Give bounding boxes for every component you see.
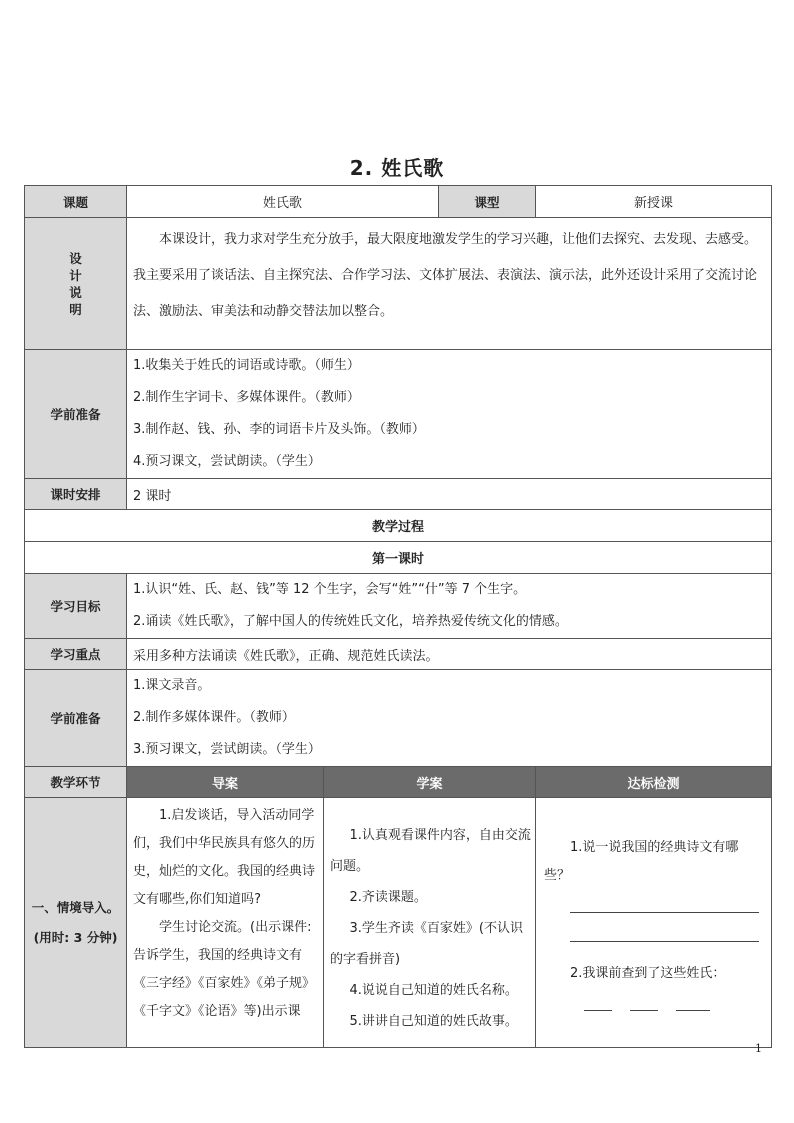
prep2-item: 2.制作多媒体课件。（教师） bbox=[133, 710, 295, 725]
answer-blank-short[interactable] bbox=[630, 1000, 658, 1011]
prep2-item: 1.课文录音。 bbox=[133, 678, 211, 693]
design-label-char: 说 bbox=[69, 284, 82, 300]
study-item: 3.学生齐读《百家姓》(不认识的字看拼音) bbox=[330, 921, 523, 967]
col-study: 学案 bbox=[324, 767, 536, 798]
subject-label: 课题 bbox=[25, 186, 127, 218]
document-title: 2. 姓氏歌 bbox=[349, 156, 445, 180]
design-label-char: 计 bbox=[69, 267, 82, 283]
stage1-name: 一、情境导入。 bbox=[31, 899, 120, 915]
design-row bbox=[25, 218, 772, 350]
stage1-time: (用时: 3 分钟) bbox=[33, 929, 118, 945]
lesson-row bbox=[25, 542, 772, 574]
stage1-row bbox=[25, 798, 772, 1048]
schedule-label: 课时安排 bbox=[25, 479, 127, 510]
process-row bbox=[25, 510, 772, 542]
answer-blank-line[interactable] bbox=[570, 902, 759, 913]
prep2-row bbox=[25, 670, 772, 767]
stage1-study bbox=[324, 798, 535, 1037]
lesson-plan-table bbox=[24, 185, 772, 1048]
type-label: 课型 bbox=[439, 186, 536, 218]
answer-blank-short[interactable] bbox=[584, 1000, 612, 1011]
goals-label: 学习目标 bbox=[25, 574, 127, 639]
design-label-char: 明 bbox=[69, 301, 82, 317]
goal-item: 1.认识“姓、氏、赵、钱”等 12 个生字，会写“姓”“什”等 7 个生字。 bbox=[133, 582, 527, 597]
prep1-item: 3.制作赵、钱、孙、李的词语卡片及头饰。（教师） bbox=[133, 422, 425, 437]
stage1-check bbox=[536, 798, 771, 1008]
guide-paragraph: 学生讨论交流。(出示课件:告诉学生，我国的经典诗文有《三字经》《百家姓》《弟子规》《千字文》《论语》等)出示课 bbox=[133, 920, 316, 1019]
focus-row bbox=[25, 639, 772, 670]
header-row bbox=[25, 186, 772, 218]
prep1-label: 学前准备 bbox=[25, 350, 127, 479]
subject-value: 姓氏歌 bbox=[127, 186, 439, 218]
prep1-row bbox=[25, 350, 772, 479]
surname-blanks bbox=[584, 994, 761, 1008]
check-question-2: 2.我课前查到了这些姓氏： bbox=[570, 966, 726, 981]
goal-item: 2.诵读《姓氏歌》，了解中国人的传统姓氏文化，培养热爱传统文化的情感。 bbox=[133, 614, 568, 629]
focus-label: 学习重点 bbox=[25, 639, 127, 670]
lesson-title: 第一课时 bbox=[25, 542, 772, 574]
guide-paragraph: 1.启发谈话，导入活动同学们，我们中华民族具有悠久的历史，灿烂的文化。我国的经典诗文有哪些,你们知道吗? bbox=[133, 808, 316, 907]
schedule-row bbox=[25, 479, 772, 510]
prep2-item: 3.预习课文，尝试朗读。（学生） bbox=[133, 742, 321, 757]
design-text: 本课设计，我力求对学生充分放手，最大限度地激发学生的学习兴趣，让他们去探究、去发现、去感受。我主要采用了谈话法、自主探究法、合作学习法、文体扩展法、表演法、演示法，此外还设计采用了交流讨论法、激励法、审美法和动静交替法加以整合。 bbox=[133, 232, 758, 319]
check-question-1: 1.说一说我国的经典诗文有哪些？ bbox=[544, 840, 739, 883]
design-label bbox=[25, 218, 127, 350]
prep1-item: 1.收集关于姓氏的词语或诗歌。（师生） bbox=[133, 358, 360, 373]
answer-blank-short[interactable] bbox=[676, 1000, 710, 1011]
prep2-label: 学前准备 bbox=[25, 670, 127, 767]
prep1-item: 4.预习课文，尝试朗读。（学生） bbox=[133, 454, 321, 469]
process-title: 教学过程 bbox=[25, 510, 772, 542]
stage1-label bbox=[25, 798, 127, 1048]
prep1-item: 2.制作生字词卡、多媒体课件。（教师） bbox=[133, 390, 360, 405]
study-item: 4.说说自己知道的姓氏名称。 bbox=[349, 983, 518, 998]
design-label-char: 设 bbox=[69, 250, 82, 266]
type-value: 新授课 bbox=[536, 186, 772, 218]
study-item: 2.齐读课题。 bbox=[349, 890, 427, 905]
study-item: 1.认真观看课件内容，自由交流问题。 bbox=[330, 828, 531, 874]
goals-row bbox=[25, 574, 772, 639]
stage1-guide bbox=[127, 798, 323, 1026]
focus-value: 采用多种方法诵读《姓氏歌》，正确、规范姓氏读法。 bbox=[127, 639, 772, 670]
columns-row bbox=[25, 767, 772, 798]
page-number: 1 bbox=[755, 1042, 762, 1055]
col-guide: 导案 bbox=[127, 767, 324, 798]
answer-blank-line[interactable] bbox=[570, 931, 759, 942]
col-stage: 教学环节 bbox=[25, 767, 127, 798]
schedule-value: 2 课时 bbox=[127, 479, 772, 510]
study-item: 5.讲讲自己知道的姓氏故事。 bbox=[349, 1014, 518, 1029]
col-check: 达标检测 bbox=[536, 767, 772, 798]
